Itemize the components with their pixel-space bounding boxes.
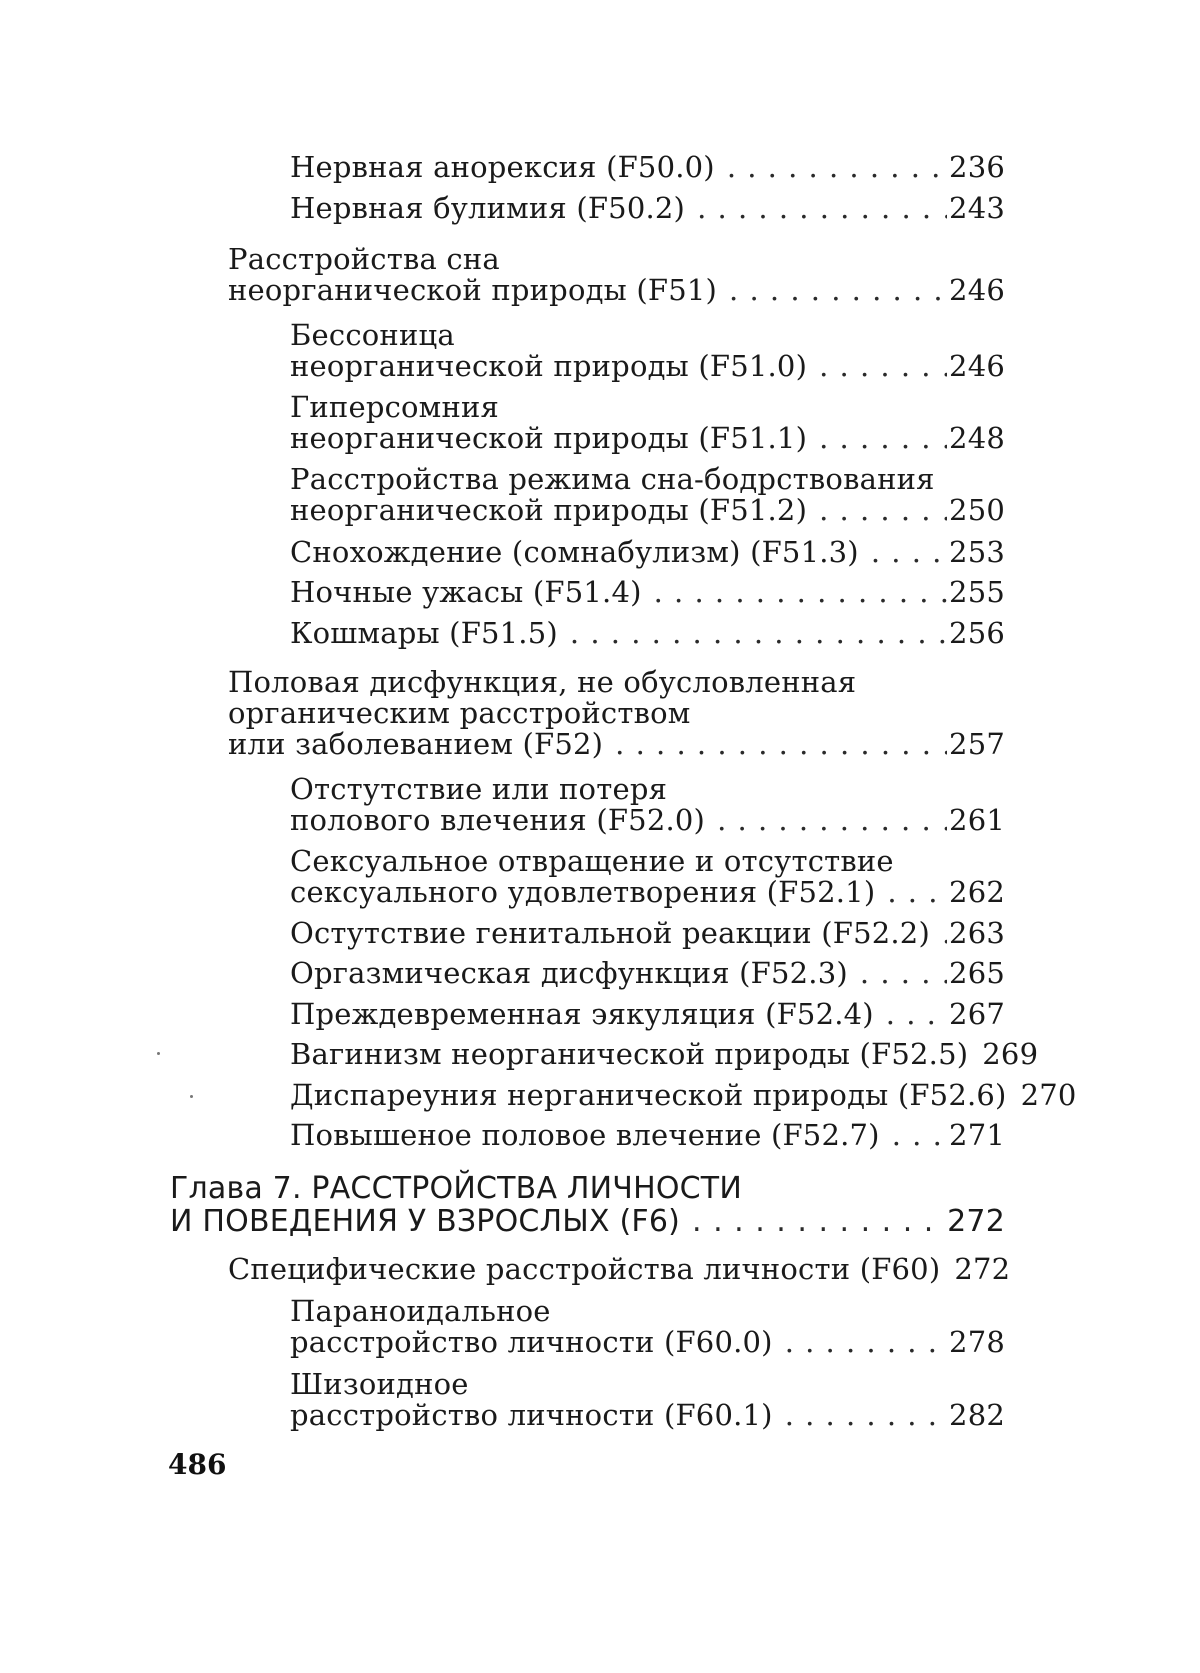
- toc-entry: [228, 244, 1005, 306]
- toc-entry-title-line: Половая дисфункция, не обусловленная: [228, 665, 857, 699]
- toc-entry: [290, 193, 1005, 224]
- toc-entry-page: 263: [949, 916, 1005, 950]
- toc-entry: [290, 618, 1005, 649]
- toc-entry-title-line: Нервная булимия (F50.2): [290, 191, 686, 225]
- toc-entry-title-line: Снохождение (сомнабулизм) (F51.3): [290, 535, 859, 569]
- toc-entry-row: [290, 877, 1005, 908]
- toc-entry: [290, 1120, 1005, 1151]
- toc-entry: [290, 152, 1005, 183]
- toc-entry: [290, 1078, 1077, 1112]
- scan-speck: [190, 1095, 193, 1098]
- toc-entry-row: [290, 1120, 1005, 1151]
- toc-entry-title-line: Оргазмическая дисфункция (F52.3): [290, 956, 848, 990]
- toc-entry-row: [290, 1078, 1077, 1112]
- toc-entry-title-line: Специфические расстройства личности (F60): [228, 1252, 941, 1286]
- dot-leader: [717, 805, 947, 836]
- toc-entry-title-line: сексуального удовлетворения (F52.1): [290, 875, 876, 909]
- toc-entry: [290, 537, 1005, 568]
- toc-entry-page: 250: [949, 493, 1005, 527]
- toc-entry: [290, 999, 1005, 1030]
- toc-entry-title-line: Ночные ужасы (F51.4): [290, 575, 642, 609]
- toc-entry-title-line: И ПОВЕДЕНИЯ У ВЗРОСЛЫХ (F6): [170, 1204, 681, 1239]
- toc-entry-title-line: Шизоидное: [290, 1367, 469, 1401]
- toc-entry-title-line: Остутствие генитальной реакции (F52.2): [290, 916, 930, 950]
- toc-entry: [290, 320, 1005, 382]
- toc-entry-page: 278: [949, 1325, 1005, 1359]
- toc-entry: [290, 392, 1005, 454]
- toc-entry-row: [170, 1205, 1005, 1238]
- toc-entry-page: 282: [949, 1398, 1005, 1432]
- toc-entry-row: [290, 999, 1005, 1030]
- toc-entry-page: 272: [947, 1204, 1005, 1239]
- page-number: 486: [168, 1448, 227, 1481]
- dot-leader: [819, 495, 947, 526]
- toc-entry-title-line: Кошмары (F51.5): [290, 616, 558, 650]
- toc-entry-row: [290, 351, 1005, 382]
- toc-entry-title-line: органическим расстройством: [228, 696, 691, 730]
- toc-entry-row: [290, 618, 1005, 649]
- toc-entry-title-line: полового влечения (F52.0): [290, 803, 706, 837]
- toc-entry: [290, 958, 1005, 989]
- toc-entry-title-line: Нервная анорексия (F50.0): [290, 150, 715, 184]
- toc-entry-title-line: расстройство личности (F60.1): [290, 1398, 773, 1432]
- toc-entry-row: [290, 1037, 1039, 1071]
- dot-leader: [860, 958, 947, 989]
- dot-leader: [729, 275, 947, 306]
- dot-leader: [615, 729, 947, 760]
- toc-entry-title-line: неорганической природы (F51.1): [290, 421, 808, 455]
- toc-entry: [290, 774, 1005, 836]
- toc-entry-title-line: Отстутствие или потеря: [290, 772, 668, 806]
- toc-entry-page: 256: [949, 616, 1005, 650]
- toc-entry-row: [228, 729, 1005, 760]
- toc-entry-row: [290, 577, 1005, 608]
- toc-entry-title-line: расстройство личности (F60.0): [290, 1325, 773, 1359]
- toc-entry-title-line: неорганической природы (F51): [228, 273, 718, 307]
- dot-leader: [785, 1327, 947, 1358]
- toc-entry: [290, 846, 1005, 908]
- dot-leader: [785, 1400, 947, 1431]
- dot-leader: [819, 351, 947, 382]
- toc-entry-row: [290, 495, 1005, 526]
- toc-entry-title-line: Расстройства режима сна-бодрствования: [290, 462, 935, 496]
- toc-entry-title-line: или заболеванием (F52): [228, 727, 604, 761]
- toc-entry-title-line: Гиперсомния: [290, 390, 499, 424]
- toc-entry-title-line: неорганической природы (F51.0): [290, 349, 808, 383]
- toc-entry-page: 248: [949, 421, 1005, 455]
- toc-entry: [290, 1369, 1005, 1431]
- toc-entry: [290, 577, 1005, 608]
- toc-entry-page: 255: [949, 575, 1005, 609]
- toc-entry-page: 236: [949, 150, 1005, 184]
- dot-leader: [886, 999, 947, 1030]
- toc-entry-page: 270: [1020, 1078, 1077, 1112]
- toc-entry-page: 257: [949, 727, 1005, 761]
- toc-entry-page: 267: [949, 997, 1005, 1031]
- toc-entry: [228, 667, 1005, 760]
- toc-entry-row: [228, 1252, 1011, 1286]
- toc-entry-row: [290, 1400, 1005, 1431]
- dot-leader: [570, 618, 947, 649]
- toc-entry-row: [290, 152, 1005, 183]
- toc-entry-title-line: неорганической природы (F51.2): [290, 493, 808, 527]
- dot-leader: [692, 1205, 945, 1238]
- toc-entry-title-line: Сексуальное отвращение и отсутствие: [290, 844, 894, 878]
- toc-entry: [290, 1037, 1039, 1071]
- toc-entry-title-line: Расстройства сна: [228, 242, 500, 276]
- toc-entry-row: [290, 193, 1005, 224]
- toc-entry-page: 246: [949, 349, 1005, 383]
- dot-leader: [942, 918, 947, 949]
- dot-leader: [654, 577, 947, 608]
- toc-entry: [290, 918, 1005, 949]
- toc-entry: [290, 464, 1005, 526]
- toc-entry-row: [290, 918, 1005, 949]
- toc-entry-page: 246: [949, 273, 1005, 307]
- toc-entry-title-line: Преждевременная эякуляция (F52.4): [290, 997, 874, 1031]
- toc-entry-title-line: Бессоница: [290, 318, 455, 352]
- toc-entry-row: [228, 275, 1005, 306]
- dot-leader: [887, 877, 947, 908]
- toc-entry-title-line: Диспареуния нерганической природы (F52.6): [290, 1078, 1007, 1112]
- toc-entry-row: [290, 1327, 1005, 1358]
- toc-entry-row: [290, 958, 1005, 989]
- toc-entry-page: 272: [954, 1252, 1011, 1286]
- toc-entry: [290, 1296, 1005, 1358]
- toc-entry: [228, 1252, 1011, 1286]
- toc-entry-row: [290, 423, 1005, 454]
- toc-entry-row: [290, 537, 1005, 568]
- toc-entry: [170, 1172, 1005, 1238]
- scan-speck: [157, 1052, 160, 1055]
- toc-entry-title-line: Повышеное половое влечение (F52.7): [290, 1118, 880, 1152]
- dot-leader: [819, 423, 947, 454]
- dot-leader: [871, 537, 947, 568]
- toc-entry-page: 261: [949, 803, 1005, 837]
- toc-entry-page: 265: [949, 956, 1005, 990]
- toc-entry-page: 269: [982, 1037, 1039, 1071]
- dot-leader: [697, 193, 947, 224]
- toc-entry-row: [290, 805, 1005, 836]
- toc-entry-title-line: Параноидальное: [290, 1294, 551, 1328]
- toc-entry-page: 253: [949, 535, 1005, 569]
- toc-entry-page: 243: [949, 191, 1005, 225]
- toc-entry-page: 271: [949, 1118, 1005, 1152]
- dot-leader: [727, 152, 947, 183]
- toc-entry-title-line: Глава 7. РАССТРОЙСТВА ЛИЧНОСТИ: [170, 1171, 742, 1206]
- toc-entry-title-line: Вагинизм неорганической природы (F52.5): [290, 1037, 969, 1071]
- toc-entry-page: 262: [949, 875, 1005, 909]
- dot-leader: [892, 1120, 947, 1151]
